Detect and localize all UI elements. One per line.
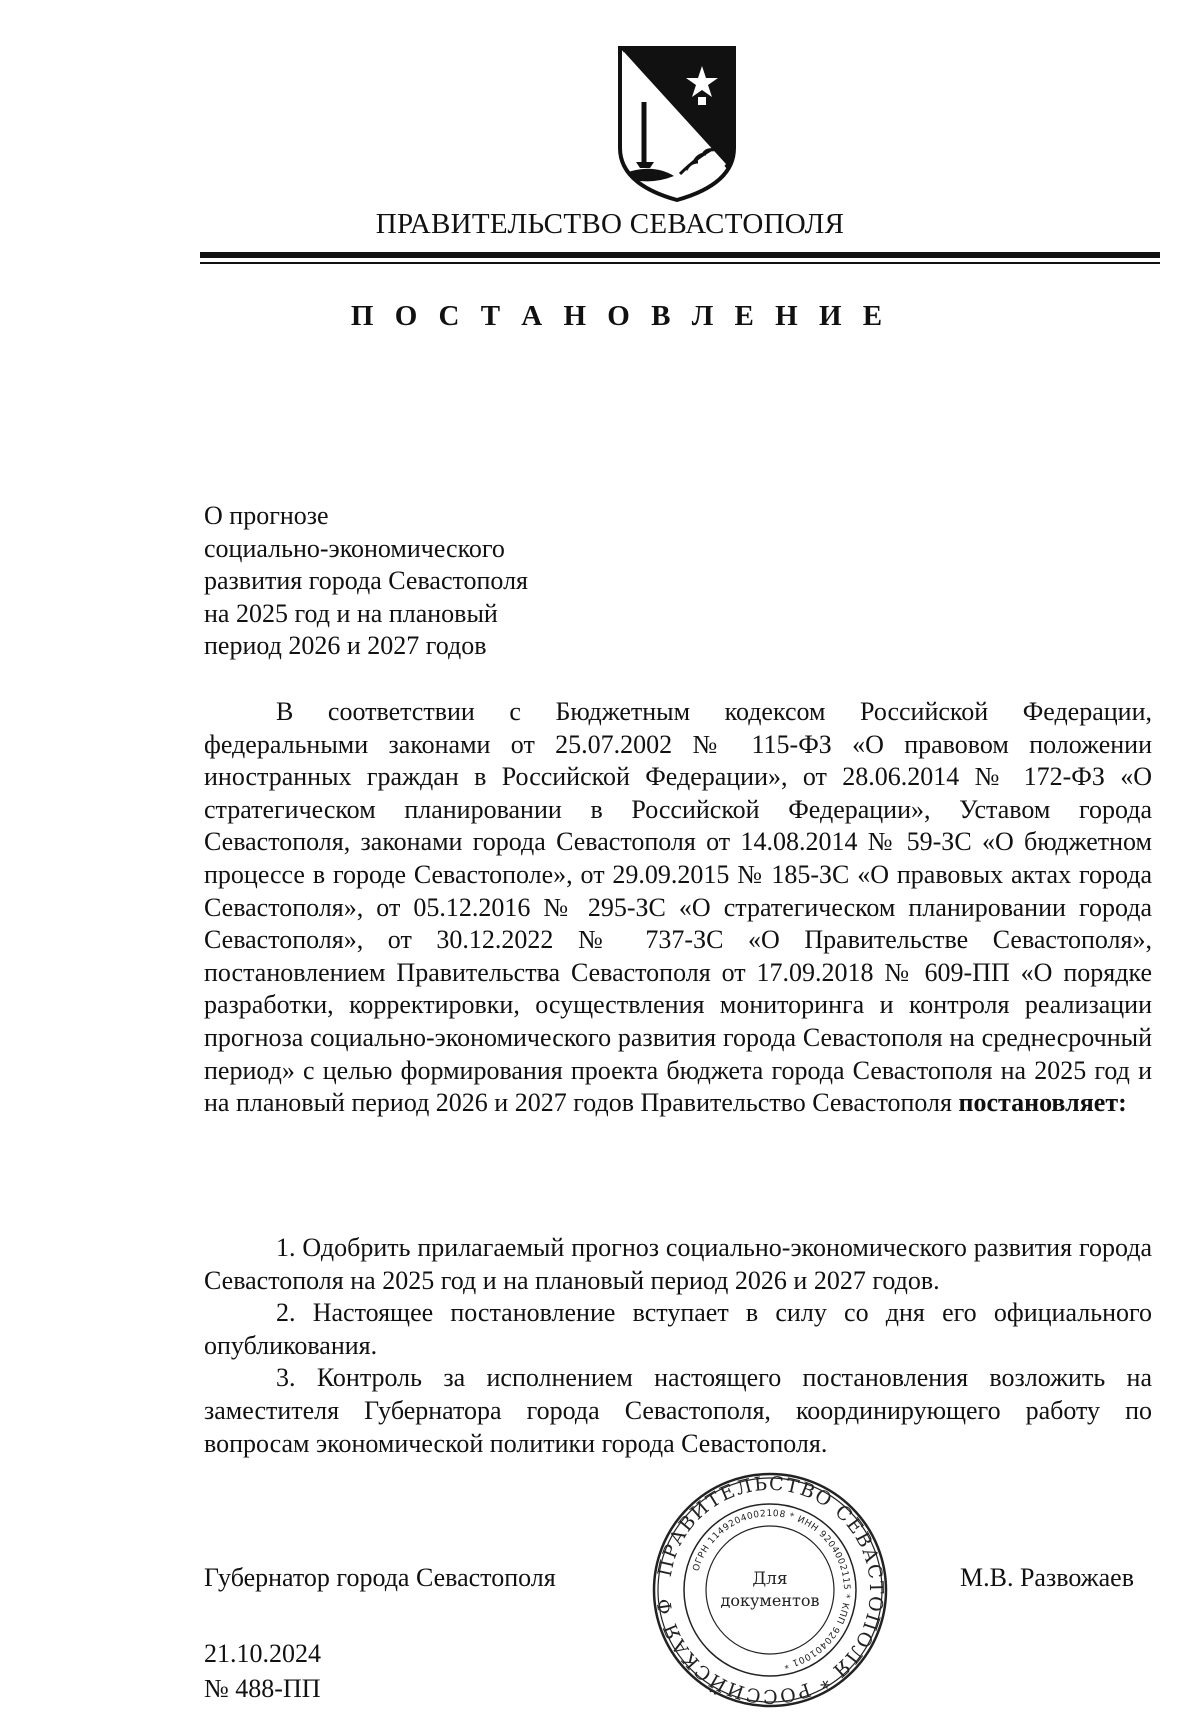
preamble-text: В соответствии с Бюджетным кодексом Российской Федерации, федеральными законами от 25.07.2002 № 115-ФЗ «О правовом положении иностранных граждан в Российской Федерации», от 28.06.2014 № 172-ФЗ «О стратегическом планировании в Российской Федерации», Уставом города Севастополя, законами города Севастополя от 14.08.2014 № 59-ЗС «О бюджетном процессе в городе Севастополе», от 29.09.2015 № 185-ЗС «О правовых актах города Севастополя», от 05.12.2016 № 295-ЗС «О стратегическом планировании города Севастополя», от 30.12.2022 № 737-ЗС «О Правительстве Севастополя», постановлением Правительства Севастополя от 17.09.2018 № 609-ПП «О порядке разработки, корректировки, осуществления мониторинга и контроля реализации прогноза социально-экономического развития города Севастополя на среднесрочный период» с целью формирования проекта бюджета города Севастополя на 2025 год и на плановый период 2026 и 2027 годов Правительство Севастополя: [204, 697, 1152, 1118]
stamp-outer-text: ПРАВИТЕЛЬСТВО СЕВАСТОПОЛЯ * РОССИЙСКАЯ Ф: [653, 1472, 888, 1708]
document-number: № 488-ПП: [204, 1674, 321, 1703]
document-subject: [204, 500, 528, 663]
organization-name: ПРАВИТЕЛЬСТВО СЕВАСТОПОЛЯ: [375, 208, 845, 240]
preamble-paragraph: [204, 696, 1152, 1120]
subject-line: развития города Севастополя: [204, 566, 529, 595]
stamp-center-line1: Для: [752, 1569, 788, 1589]
stamp-center-line2: документов: [720, 1591, 820, 1610]
decree-item: 1. Одобрить прилагаемый прогноз социально-экономического развития города Севастополя на 2025 год и на плановый период 2026 и 2027 годов.: [204, 1233, 1152, 1295]
decree-word: постановляет: [958, 1088, 1119, 1118]
header-thick-rule: [200, 252, 1160, 258]
header-thin-rule: [200, 262, 1160, 264]
stamp-inner-text: ОГРН 1149204002108 * ИНН 9204002115 * КПП 920401001 *: [691, 1508, 852, 1670]
document-date: 21.10.2024: [204, 1639, 321, 1668]
document-type-title: П О С Т А Н О В Л Е Н И Е: [350, 300, 890, 332]
decree-colon: :: [1118, 1088, 1127, 1118]
decree-items: [204, 1232, 1152, 1460]
subject-line: социально-экономического: [204, 533, 505, 563]
subject-line: период 2026 и 2027 годов: [204, 631, 487, 660]
signer-position: Губернатор города Севастополя: [204, 1563, 556, 1592]
signer-name: М.В. Развожаев: [960, 1563, 1135, 1592]
subject-line: О прогнозе: [204, 501, 329, 530]
subject-line: на 2025 год и на плановый: [204, 598, 498, 628]
sevastopol-coat-of-arms-icon: [614, 44, 740, 202]
decree-item: 2. Настоящее постановление вступает в силу со дня его официального опубликования.: [204, 1298, 1152, 1360]
document-date-number: [204, 1636, 321, 1706]
svg-text:ОГРН 1149204002108 * ИНН 92040: [692, 1509, 852, 1670]
official-stamp-icon: [650, 1470, 890, 1710]
decree-item: 3. Контроль за исполнением настоящего постановления возложить на заместителя Губернатора города Севастополя, координирующего работу по вопросам экономической политики города Севастополя.: [204, 1363, 1152, 1458]
